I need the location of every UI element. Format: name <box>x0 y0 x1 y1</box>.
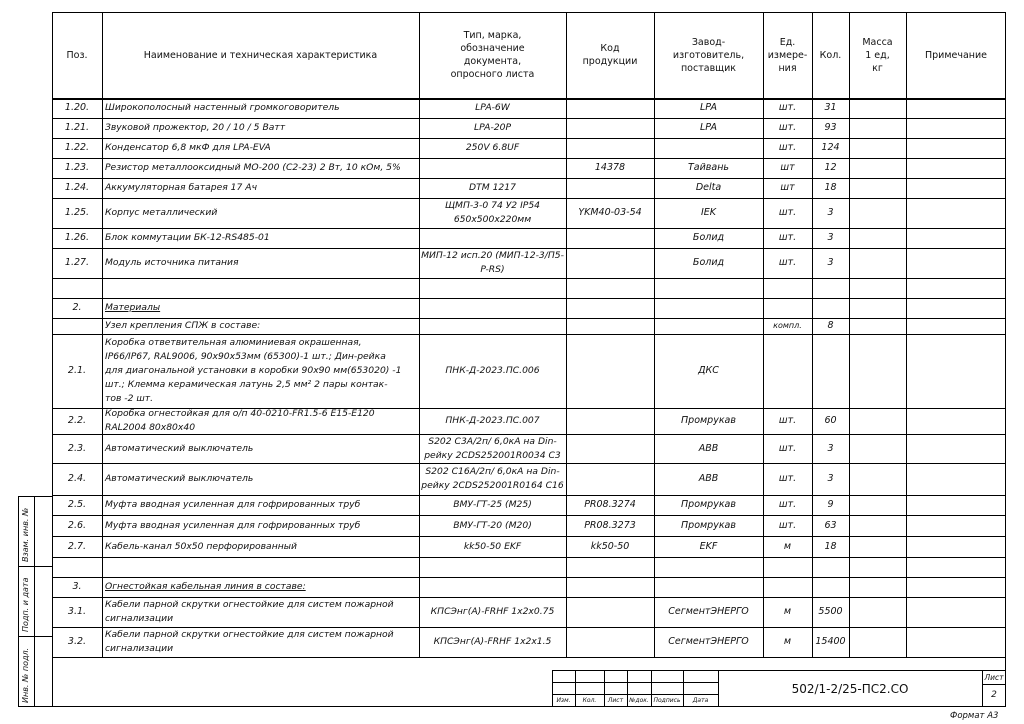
cell-name: Резистор металлооксидный МО-200 (С2-23) 2 Вт, 10 кОм, 5% <box>105 162 401 173</box>
cell-code <box>567 249 653 277</box>
cell-name <box>103 279 420 297</box>
cell-pos: 1.22. <box>64 142 90 153</box>
cell-code <box>567 99 653 117</box>
cell-type: ПНК-Д-2023.ПС.007 <box>445 415 540 426</box>
cell-qty: 15400 <box>815 636 846 647</box>
document-designation: 502/1-2/25-ПС2.СО <box>791 681 909 696</box>
cell-unit: шт. <box>778 122 797 133</box>
cell-maker <box>655 319 762 333</box>
cell-code <box>567 319 653 333</box>
cell-type: КПСЭнг(А)-FRHF 1х2х0.75 <box>430 606 555 617</box>
cell-maker: ДКС <box>698 365 719 376</box>
cell-pos: 3. <box>72 581 82 592</box>
cell-unit: компл. <box>773 321 802 330</box>
stamp-label: Изм. <box>556 697 571 704</box>
sheet-label: Лист <box>984 672 1004 682</box>
cell-name: Блок коммутации БК-12-RS485-01 <box>105 232 270 243</box>
cell-unit: шт. <box>778 473 797 484</box>
cell-maker: LPA <box>699 122 718 133</box>
cell-maker: Промрукав <box>681 499 736 510</box>
cell-maker: Delta <box>695 182 722 193</box>
cell-unit: шт <box>780 162 795 173</box>
cell-code <box>567 179 653 197</box>
cell-name: Широкополосный настенный громкоговоритель <box>105 102 340 113</box>
cell-unit: шт. <box>778 442 797 454</box>
cell-code <box>567 598 653 626</box>
stamp-label: Кол. <box>582 697 597 704</box>
header-qty: Кол. <box>819 49 842 61</box>
cell-type: ВМУ-ГТ-20 (М20) <box>453 519 532 531</box>
header-type: Тип, марка, обозначение документа, опросного листа <box>450 30 535 80</box>
cell-maker <box>655 578 762 596</box>
sign-date-label-1: Подп. и дата <box>21 577 30 632</box>
cell-type: LPA-20P <box>473 122 512 133</box>
column-line <box>849 12 850 657</box>
cell-code <box>567 464 653 494</box>
stamp-label: Лист <box>607 697 624 704</box>
cell-code: PR08.3274 <box>584 499 636 510</box>
cell-type <box>420 578 565 596</box>
cell-pos: 3.1. <box>67 606 87 617</box>
cell-qty: 60 <box>824 415 837 426</box>
cell-name: Муфта вводная усиленная для гофрированных труб <box>105 499 361 510</box>
cell-unit: шт. <box>778 102 797 113</box>
cell-type: КПСЭнг(А)-FRHF 1х2х1.5 <box>433 636 552 647</box>
cell-type <box>420 159 565 177</box>
cell-qty: 12 <box>824 162 837 173</box>
cell-type: МИП-12 исп.20 (МИП-12-3/П5- P-RS) <box>421 250 564 275</box>
cell-type <box>420 558 565 576</box>
cell-name: Кабели парной скрутки огнестойкие для систем пожарной сигнализации <box>105 599 394 624</box>
header-code: Код продукции <box>582 43 638 67</box>
cell-code <box>567 628 653 656</box>
cell-maker: Болид <box>692 257 725 268</box>
cell-qty <box>813 279 848 297</box>
cell-qty: 3 <box>827 207 834 218</box>
header-maker: Завод- изготовитель, поставщик <box>672 36 745 74</box>
cell-qty <box>813 578 848 596</box>
cell-pos <box>53 558 101 576</box>
cell-name: Модуль источника питания <box>105 257 239 268</box>
cell-pos: 1.23. <box>64 162 90 173</box>
cell-code: kk50-50 <box>590 540 630 552</box>
header-mass: Масса 1 ед, кг <box>862 36 893 74</box>
cell-maker: ABB <box>698 473 719 484</box>
cell-maker <box>655 299 762 317</box>
cell-pos: 1.26. <box>64 232 90 243</box>
cell-name: Звуковой прожектор, 20 / 10 / 5 Ватт <box>105 122 286 133</box>
cell-name: Коробка ответвительная алюминиевая окрашенная, IP66/IP67, RAL9006, 90х90х53мм (65300)-1 шт.; Дин-рейка для диагональной установки в коробки 90х90 мм(653020) -1 шт.; Клемма керамическая латунь 2,5 мм² 2 пары контак- тов -2 шт. <box>105 337 402 404</box>
cell-code: PR08.3273 <box>584 519 636 531</box>
cell-pos <box>53 279 101 297</box>
cell-name: Материалы <box>105 302 161 313</box>
cell-pos: 2. <box>72 302 82 313</box>
inv-original-label: Инв. № подл. <box>21 647 30 703</box>
cell-type: ВМУ-ГТ-25 (М25) <box>453 499 532 510</box>
cell-code <box>567 119 653 137</box>
cell-unit: шт <box>780 182 795 193</box>
cell-code: YKM40-03-54 <box>578 207 642 218</box>
cell-type: S202 C3A/2п/ 6,0кА на Din- рейку 2CDS252001R0034 C3 <box>424 435 561 461</box>
cell-qty: 3 <box>827 473 834 484</box>
cell-maker <box>655 139 762 157</box>
cell-pos: 1.25. <box>64 207 90 218</box>
cell-code <box>567 558 653 576</box>
cell-code: 14378 <box>594 162 626 173</box>
sheet-number: 2 <box>991 690 997 700</box>
cell-maker <box>655 279 762 297</box>
cell-code <box>567 229 653 247</box>
cell-maker: IEK <box>700 207 717 218</box>
cell-name: Автоматический выключатель <box>105 442 254 454</box>
cell-qty: 124 <box>821 142 840 153</box>
cell-maker: Промрукав <box>681 415 736 426</box>
cell-qty: 18 <box>824 540 837 552</box>
cell-maker: СегментЭНЕРГО <box>668 606 749 617</box>
cell-pos: 2.3. <box>67 442 87 454</box>
cell-unit <box>764 578 811 596</box>
cell-type <box>420 319 565 333</box>
cell-unit: м <box>783 540 792 552</box>
cell-name: Корпус металлический <box>105 207 218 218</box>
cell-unit: шт. <box>778 142 797 153</box>
cell-maker: СегментЭНЕРГО <box>668 636 749 647</box>
header-name: Наименование и техническая характеристика <box>143 49 378 61</box>
cell-type <box>420 299 565 317</box>
cell-qty: 31 <box>824 102 837 113</box>
cell-unit <box>764 299 811 317</box>
row-line <box>52 657 1006 658</box>
cell-pos: 2.4. <box>67 473 87 484</box>
cell-pos: 1.24. <box>64 182 90 193</box>
cell-type: 250V 6.8UF <box>465 142 520 153</box>
cell-unit <box>764 335 811 407</box>
inv-replace-label: Взам. инв. № <box>21 507 30 562</box>
cell-qty: 3 <box>827 232 834 243</box>
column-line <box>906 12 907 657</box>
cell-qty: 3 <box>827 442 834 454</box>
cell-name: Коробка огнестойкая для о/п 40-0210-FR1.5-6 Е15-Е120 RAL2004 80х80х40 <box>105 409 375 433</box>
cell-type: LPA-6W <box>475 102 510 113</box>
cell-qty: 63 <box>824 519 837 531</box>
stamp-label: Подпись <box>653 697 681 704</box>
cell-unit: шт. <box>778 257 797 268</box>
header-pos: Поз. <box>66 49 88 61</box>
cell-qty <box>813 299 848 317</box>
stamp-line <box>552 682 718 683</box>
cell-code <box>567 435 653 462</box>
header-note: Примечание <box>924 49 988 61</box>
cell-qty: 18 <box>824 182 837 193</box>
cell-maker: ABB <box>698 442 719 454</box>
cell-name: Узел крепления СПЖ в составе: <box>105 320 261 331</box>
cell-maker <box>655 558 762 576</box>
cell-unit: м <box>783 636 792 647</box>
cell-qty: 9 <box>827 499 834 510</box>
format-label: Формат А3 <box>950 711 999 721</box>
cell-unit <box>764 279 811 297</box>
cell-maker: LPA <box>699 102 718 113</box>
cell-name: Аккумуляторная батарея 17 Ач <box>105 182 258 193</box>
stamp-line <box>552 694 718 695</box>
cell-unit: шт. <box>778 207 797 218</box>
cell-unit: шт. <box>778 415 797 426</box>
cell-maker: Болид <box>692 232 725 243</box>
cell-type <box>420 279 565 297</box>
cell-unit: шт. <box>778 519 797 531</box>
cell-qty: 5500 <box>818 606 843 617</box>
cell-pos: 1.27. <box>64 257 90 268</box>
cell-unit: м <box>783 606 792 617</box>
cell-qty: 8 <box>827 320 834 331</box>
cell-name: Муфта вводная усиленная для гофрированных труб <box>105 519 361 531</box>
cell-pos: 3.2. <box>67 636 87 647</box>
cell-code <box>567 335 653 407</box>
cell-code <box>567 279 653 297</box>
cell-type: S202 C16A/2п/ 6,0кА на Din- рейку 2CDS252001R0164 C16 <box>421 466 564 491</box>
stamp-label: №док. <box>629 697 649 704</box>
cell-qty: 3 <box>827 257 834 268</box>
cell-name: Кабель-канал 50х50 перфорированный <box>105 540 297 552</box>
cell-pos: 1.21. <box>64 122 90 133</box>
cell-pos: 2.6. <box>67 519 87 531</box>
cell-pos: 2.5. <box>67 499 87 510</box>
cell-qty <box>813 558 848 576</box>
cell-name: Огнестойкая кабельная линия в составе: <box>105 581 306 592</box>
cell-maker: Промрукав <box>681 519 736 531</box>
header-unit: Ед. измере- ния <box>767 36 808 74</box>
cell-unit <box>764 558 811 576</box>
cell-type <box>420 229 565 247</box>
cell-pos <box>53 319 101 333</box>
cell-pos: 2.1. <box>67 365 87 376</box>
cell-code <box>567 299 653 317</box>
cell-name: Конденсатор 6,8 мкФ для LPA-EVA <box>105 142 271 153</box>
cell-pos: 2.2. <box>67 415 87 426</box>
cell-pos: 2.7. <box>67 540 87 552</box>
cell-type: kk50-50 EKF <box>463 540 522 552</box>
cell-code <box>567 409 653 433</box>
cell-code <box>567 139 653 157</box>
cell-name: Автоматический выключатель <box>105 473 254 484</box>
cell-name <box>103 558 420 576</box>
cell-name: Кабели парной скрутки огнестойкие для систем пожарной сигнализации <box>105 629 394 654</box>
stamp-label: Дата <box>692 697 709 704</box>
cell-qty: 93 <box>824 122 837 133</box>
cell-maker: Тайвань <box>687 162 730 173</box>
cell-qty <box>813 335 848 407</box>
cell-code <box>567 578 653 596</box>
cell-unit: шт. <box>778 232 797 243</box>
cell-maker: EKF <box>699 540 718 552</box>
cell-type: ПНК-Д-2023.ПС.006 <box>445 365 540 376</box>
cell-unit: шт. <box>778 499 797 510</box>
cell-type: ЩМП-3-0 74 У2 IP54 650х500х220мм <box>444 200 541 225</box>
cell-pos: 1.20. <box>64 102 90 113</box>
cell-type: DTM 1217 <box>469 182 516 193</box>
